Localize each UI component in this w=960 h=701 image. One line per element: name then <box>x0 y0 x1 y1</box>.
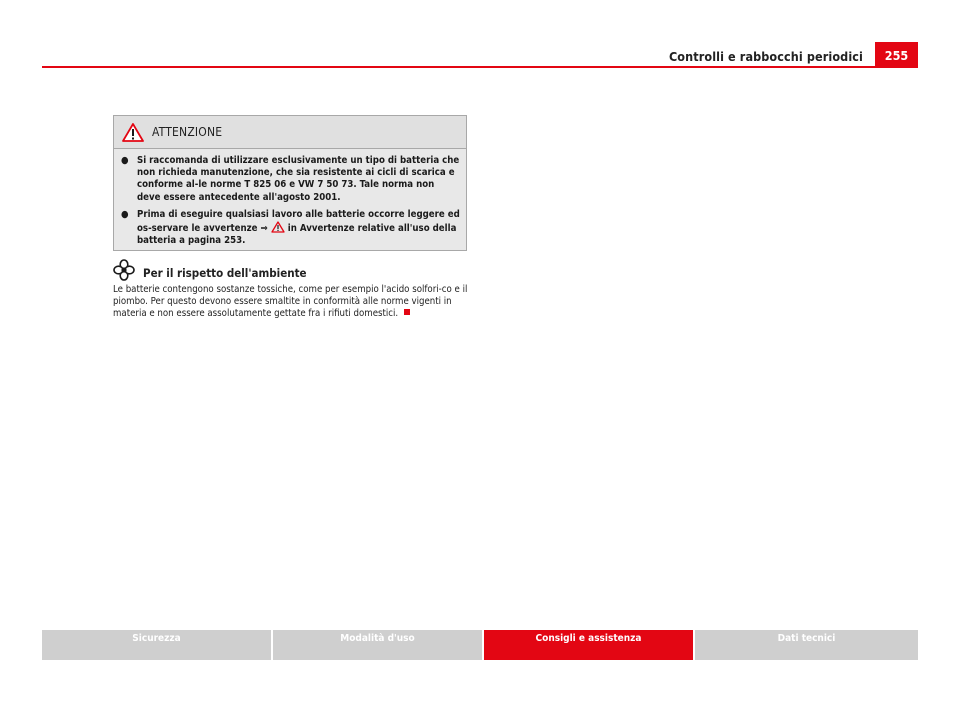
tab-label: Consigli e assistenza <box>535 633 642 644</box>
environment-title: Per il rispetto dell'ambiente <box>143 266 307 280</box>
warning-box <box>113 115 467 251</box>
warning-body <box>114 149 466 247</box>
warning-triangle-icon[interactable] <box>271 221 285 233</box>
bullet: ● <box>121 208 129 220</box>
bullet: ● <box>121 155 129 166</box>
tab-dati-tecnici[interactable] <box>695 630 918 660</box>
warning-item-text-before: Prima di eseguire qualsiasi lavoro alle batterie occorre leggere ed os-servare le avvertenze ⇒ <box>137 208 460 235</box>
warning-item <box>121 209 460 248</box>
environment-heading <box>113 259 307 281</box>
environment-text: Le batterie contengono sostanze tossiche, come per esempio l'acido solfori-co e il piombo. Per questo devono essere smaltite in conformità alle norme vigenti in materia e non essere assolutamente gettate fra i rifiuti domestici. <box>113 284 468 320</box>
tab-label: Modalità d'uso <box>340 633 415 644</box>
warning-item-text: Si raccomanda di utilizzare esclusivamente un tipo di batteria che non richieda manutenzione, che sia resistente ai cicli di scarica e conforme al-le norme T 825 06 e VW 7 50 73. Tale norma non deve essere antecedente all'agosto 2001. <box>137 155 460 203</box>
warning-header <box>114 116 466 149</box>
warning-item-link[interactable]: in Avvertenze relative all'uso della batteria a pagina 253. <box>137 223 457 247</box>
header-rule <box>42 66 918 68</box>
warning-item <box>121 155 460 204</box>
flower-environment-icon <box>113 259 135 281</box>
warning-triangle-icon <box>122 123 144 142</box>
tab-sicurezza[interactable] <box>42 630 271 660</box>
tab-label: Sicurezza <box>132 633 181 644</box>
warning-item-text <box>137 209 460 248</box>
end-of-section-marker <box>404 309 410 315</box>
tab-consigli-e-assistenza[interactable] <box>484 630 693 660</box>
environment-body <box>113 284 473 321</box>
tab-label: Dati tecnici <box>777 633 836 644</box>
running-header-title: Controlli e rabbocchi periodici <box>668 49 863 64</box>
footer-tabs <box>42 630 918 660</box>
warning-title: ATTENZIONE <box>152 125 223 139</box>
tab-modalita-duso[interactable] <box>273 630 482 660</box>
page-number: 255 <box>875 42 918 67</box>
